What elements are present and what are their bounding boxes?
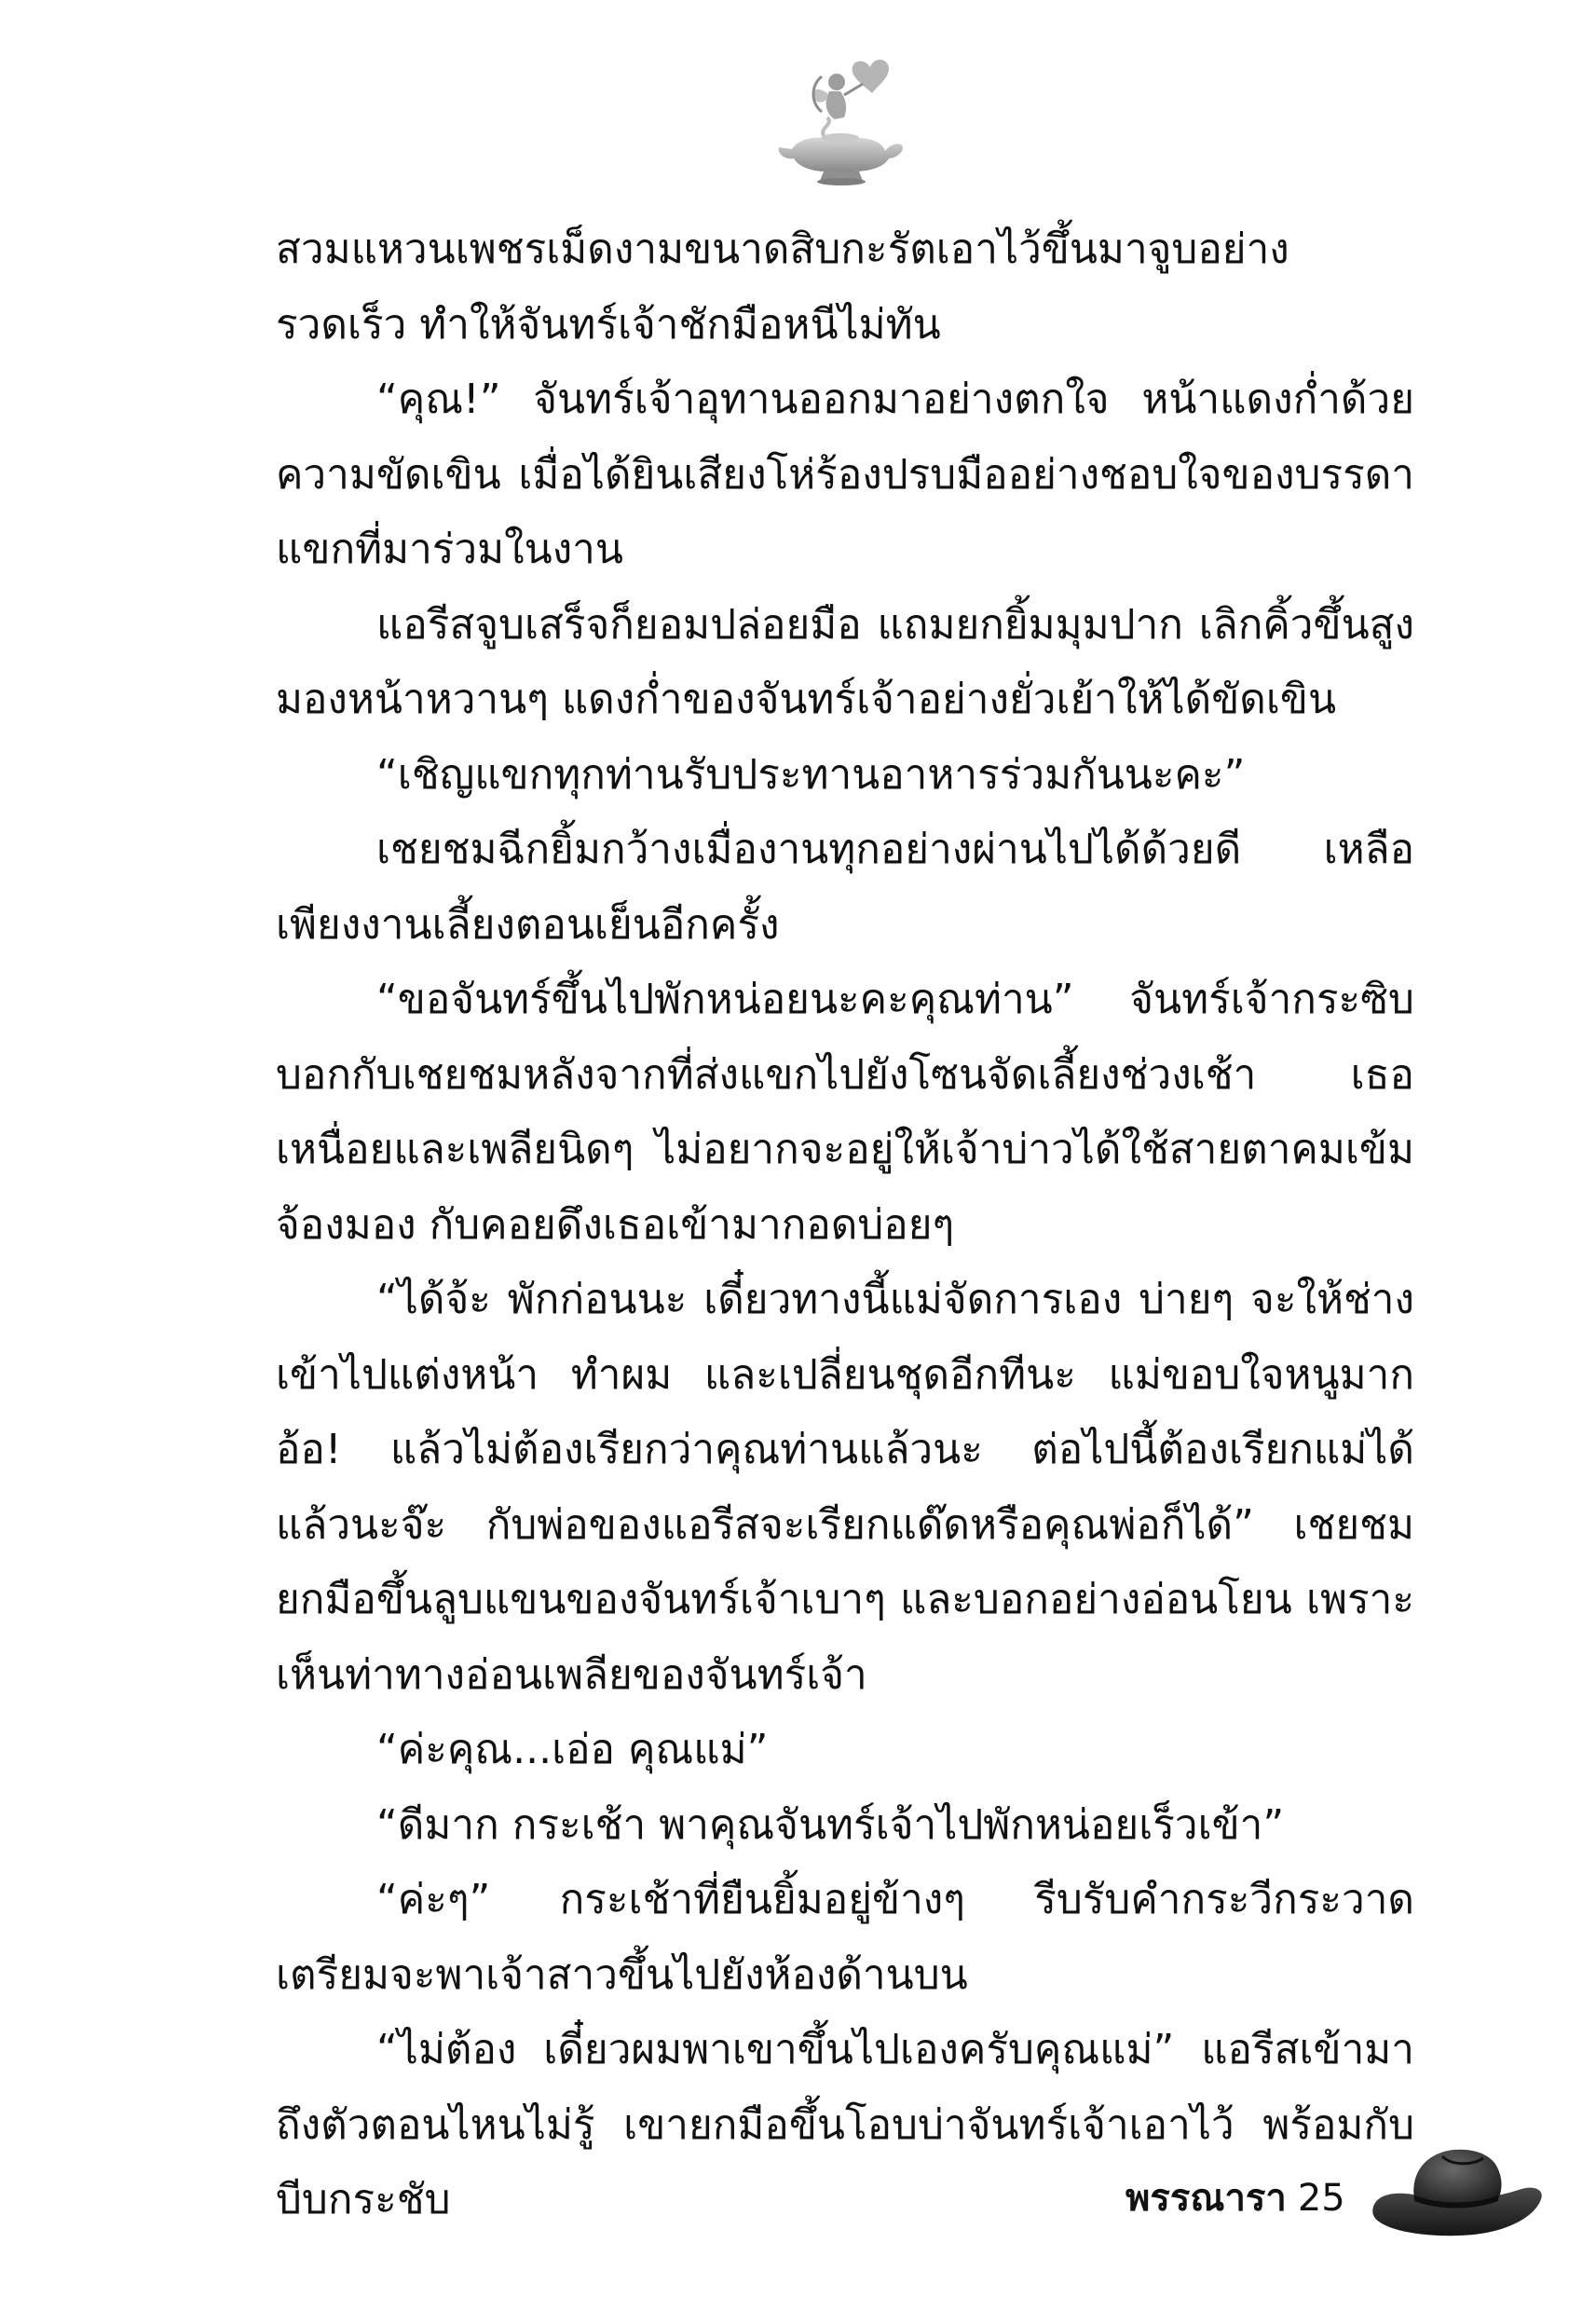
paragraph: “ไม่ต้อง เดี๋ยวผมพาเขาขึ้นไปเองครับคุณแม่” แอรีสเข้ามาถึงตัวตอนไหนไม่รู้ เขายกมือขึ้นโอบบ่าจันทร์เจ้าเอาไว้ พร้อมกับบีบกระชับ [276,2026,1414,2223]
book-title: พรรณารา [1125,2177,1287,2220]
running-footer [1125,2167,1345,2227]
paragraph: “ค่ะคุณ...เอ่อ คุณแม่” [376,1726,769,1773]
paragraph: “เชิญแขกทุกท่านรับประทานอาหารร่วมกันนะคะ” [376,750,1246,799]
paragraph: “ดีมาก กระเช้า พาคุณจันทร์เจ้าไปพักหน่อยเร็วเข้า” [376,1800,1285,1849]
page-footer [0,2134,1596,2274]
paragraph: เชยชมฉีกยิ้มกว้างเมื่องานทุกอย่างผ่านไปได้ด้วยดี เหลือเพียงงานเลี้ยงตอนเย็นอีกครั้ง [276,826,1414,949]
paragraph: “คุณ!” จันทร์เจ้าอุทานออกมาอย่างตกใจ หน้าแดงก่ำด้วยความขัดเขิน เมื่อได้ยินเสียงโห่ร้องปรบมืออย่างชอบใจของบรรดาแขกที่มาร่วมในงาน [276,376,1414,573]
paragraph: “ขอจันทร์ขึ้นไปพักหน่อยนะคะคุณท่าน” จันทร์เจ้ากระซิบบอกกับเชยชมหลังจากที่ส่งแขกไปยังโซนจัดเลี้ยงช่วงเช้า เธอเหนื่อยและเพลียนิดๆ ไม่อยากจะอยู่ให้เจ้าบ่าวได้ใช้สายตาคมเข้มจ้องมอง กับคอยดึงเธอเข้ามากอดบ่อยๆ [276,976,1414,1249]
paragraph: สวมแหวนเพชรเม็ดงามขนาดสิบกะรัตเอาไว้ขึ้นมาจูบอย่างรวดเร็ว ทำให้จันทร์เจ้าชักมือหนีไม่ทัน [276,226,1289,349]
cowboy-hat-icon [1370,2138,1547,2249]
paragraph: แอรีสจูบเสร็จก็ยอมปล่อยมือ แถมยกยิ้มมุมปาก เลิกคิ้วขึ้นสูงมองหน้าหวานๆ แดงก่ำของจันทร์เจ้าอย่างยั่วเย้าให้ได้ขัดเขิน [276,600,1414,723]
genie-lamp-ornament-icon [770,48,909,188]
page-number: 25 [1297,2177,1345,2220]
chapter-body-text [276,212,1414,2238]
paragraph: “ค่ะๆ” กระเช้าที่ยืนยิ้มอยู่ข้างๆ รีบรับคำกระวีกระวาดเตรียมจะพาเจ้าสาวขึ้นไปยังห้องด้านบน [276,1876,1414,1999]
paragraph: “ได้จ้ะ พักก่อนนะ เดี๋ยวทางนี้แม่จัดการเอง บ่ายๆ จะให้ช่างเข้าไปแต่งหน้า ทำผม และเปลี่ยนชุดอีกทีนะ แม่ขอบใจหนูมาก อ้อ! แล้วไม่ต้องเรียกว่าคุณท่านแล้วนะ ต่อไปนี้ต้องเรียกแม่ได้แล้วนะจ๊ะ กับพ่อของแอรีสจะเรียกแด๊ดหรือคุณพ่อก็ได้” เชยชมยกมือขึ้นลูบแขนของจันทร์เจ้าเบาๆ และบอกอย่างอ่อนโยน เพราะเห็นท่าทางอ่อนเพลียของจันทร์เจ้า [276,1276,1414,1699]
